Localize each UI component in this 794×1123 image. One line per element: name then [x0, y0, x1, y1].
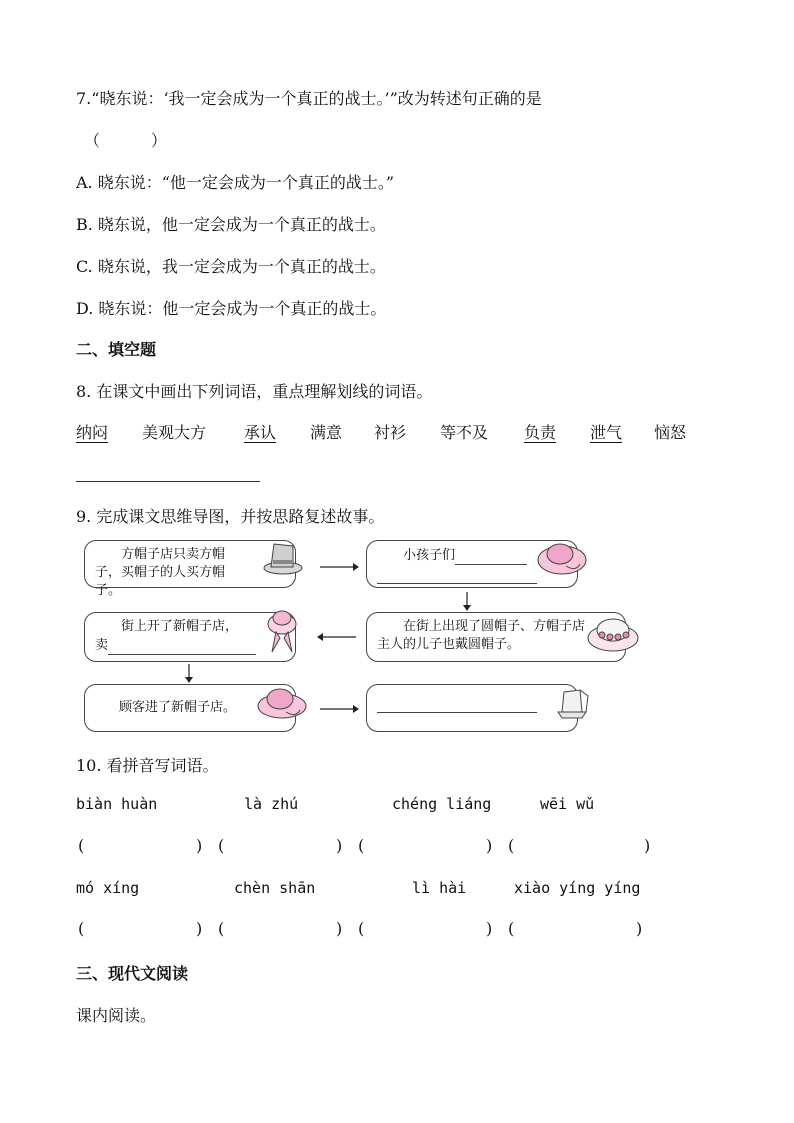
pinyin-5: mó xíng [76, 879, 140, 897]
box-4-text-a: 街上开了新帽子店， [121, 619, 239, 634]
box-1-text: 方帽子店只卖方帽子，买帽子的人买方帽子。 [95, 547, 226, 598]
option-a: A. 晓东说：“他一定会成为一个真正的战士。” [76, 173, 395, 192]
paren-close: ) [486, 836, 493, 855]
word-item: 恼怒 [654, 423, 687, 442]
word-item: 满意 [310, 423, 343, 442]
flower-hat-icon [586, 610, 640, 654]
arrow-right-icon [320, 704, 360, 714]
word-item: 负责 [524, 423, 557, 442]
word-item: 等不及 [440, 423, 489, 442]
fill-blank[interactable] [377, 694, 537, 713]
fill-blank[interactable] [377, 713, 537, 732]
mindmap-box-6 [366, 684, 578, 732]
paren-open: ( [358, 919, 365, 938]
pinyin-3: chéng liáng [392, 795, 492, 813]
word-item: 纳闷 [76, 423, 109, 442]
paren-close: ) [196, 836, 203, 855]
fill-blank[interactable] [455, 546, 527, 565]
arrow-left-icon [316, 632, 356, 642]
pinyin-6: chèn shān [234, 879, 316, 897]
option-d: D. 晓东说：他一定会成为一个真正的战士。 [76, 299, 387, 318]
question-7-stem: 7.“晓东说：‘我一定会成为一个真正的战士。’”改为转述句正确的是 [76, 89, 542, 108]
section-2-title: 二、填空题 [76, 340, 157, 359]
pink-hat-icon [256, 682, 308, 722]
pink-hat-icon [536, 538, 588, 578]
bow-hat-icon [262, 608, 302, 658]
box-5-text: 顾客进了新帽子店。 [119, 700, 237, 715]
option-b: B. 晓东说，他一定会成为一个真正的战士。 [76, 215, 386, 234]
box-2-text: 小孩子们 [403, 548, 456, 563]
top-hat-icon [262, 538, 304, 576]
paren-close: ) [196, 919, 203, 938]
paren-close: ) [636, 919, 643, 938]
paren-open: ( [358, 836, 365, 855]
paren-open: ( [508, 919, 515, 938]
pinyin-1: biàn huàn [76, 795, 158, 813]
fill-blank[interactable] [377, 565, 537, 584]
box-4-text-b: 卖 [95, 638, 109, 653]
paren-close: ) [336, 919, 343, 938]
box-hat-icon [552, 682, 592, 722]
option-c: C. 晓东说，我一定会成为一个真正的战士。 [76, 257, 386, 276]
paren-open: ( [78, 919, 85, 938]
box-3-text: 在街上出现了圆帽子、方帽子店主人的儿子也戴圆帽子。 [377, 619, 586, 652]
word-item: 衬衫 [374, 423, 407, 442]
paren-open: ( [218, 836, 225, 855]
fill-blank[interactable] [108, 636, 256, 655]
word-item: 泄气 [590, 423, 623, 442]
word-item: 美观大方 [142, 423, 207, 442]
section-3-title: 三、现代文阅读 [76, 964, 189, 983]
arrow-right-icon [320, 562, 360, 572]
arrow-down-icon [462, 592, 472, 612]
question-7-blank: （ ） [84, 131, 167, 150]
reading-intro: 课内阅读。 [76, 1006, 157, 1025]
pinyin-7: lì hài [412, 879, 467, 897]
paren-open: ( [78, 836, 85, 855]
word-item: 承认 [244, 423, 277, 442]
pinyin-8: xiào yíng yíng [514, 879, 641, 897]
paren-close: ) [644, 836, 651, 855]
pinyin-2: là zhú [244, 795, 299, 813]
paren-open: ( [218, 919, 225, 938]
question-10-stem: 10. 看拼音写词语。 [76, 756, 219, 775]
paren-close: ) [336, 836, 343, 855]
question-9-stem: 9. 完成课文思维导图，并按思路复述故事。 [76, 507, 385, 526]
paren-close: ) [486, 919, 493, 938]
pinyin-4: wēi wǔ [540, 795, 595, 813]
mind-map [84, 538, 640, 738]
answer-line[interactable] [76, 481, 260, 482]
arrow-down-icon [184, 664, 194, 684]
paren-open: ( [508, 836, 515, 855]
question-8-stem: 8. 在课文中画出下列词语，重点理解划线的词语。 [76, 382, 433, 401]
